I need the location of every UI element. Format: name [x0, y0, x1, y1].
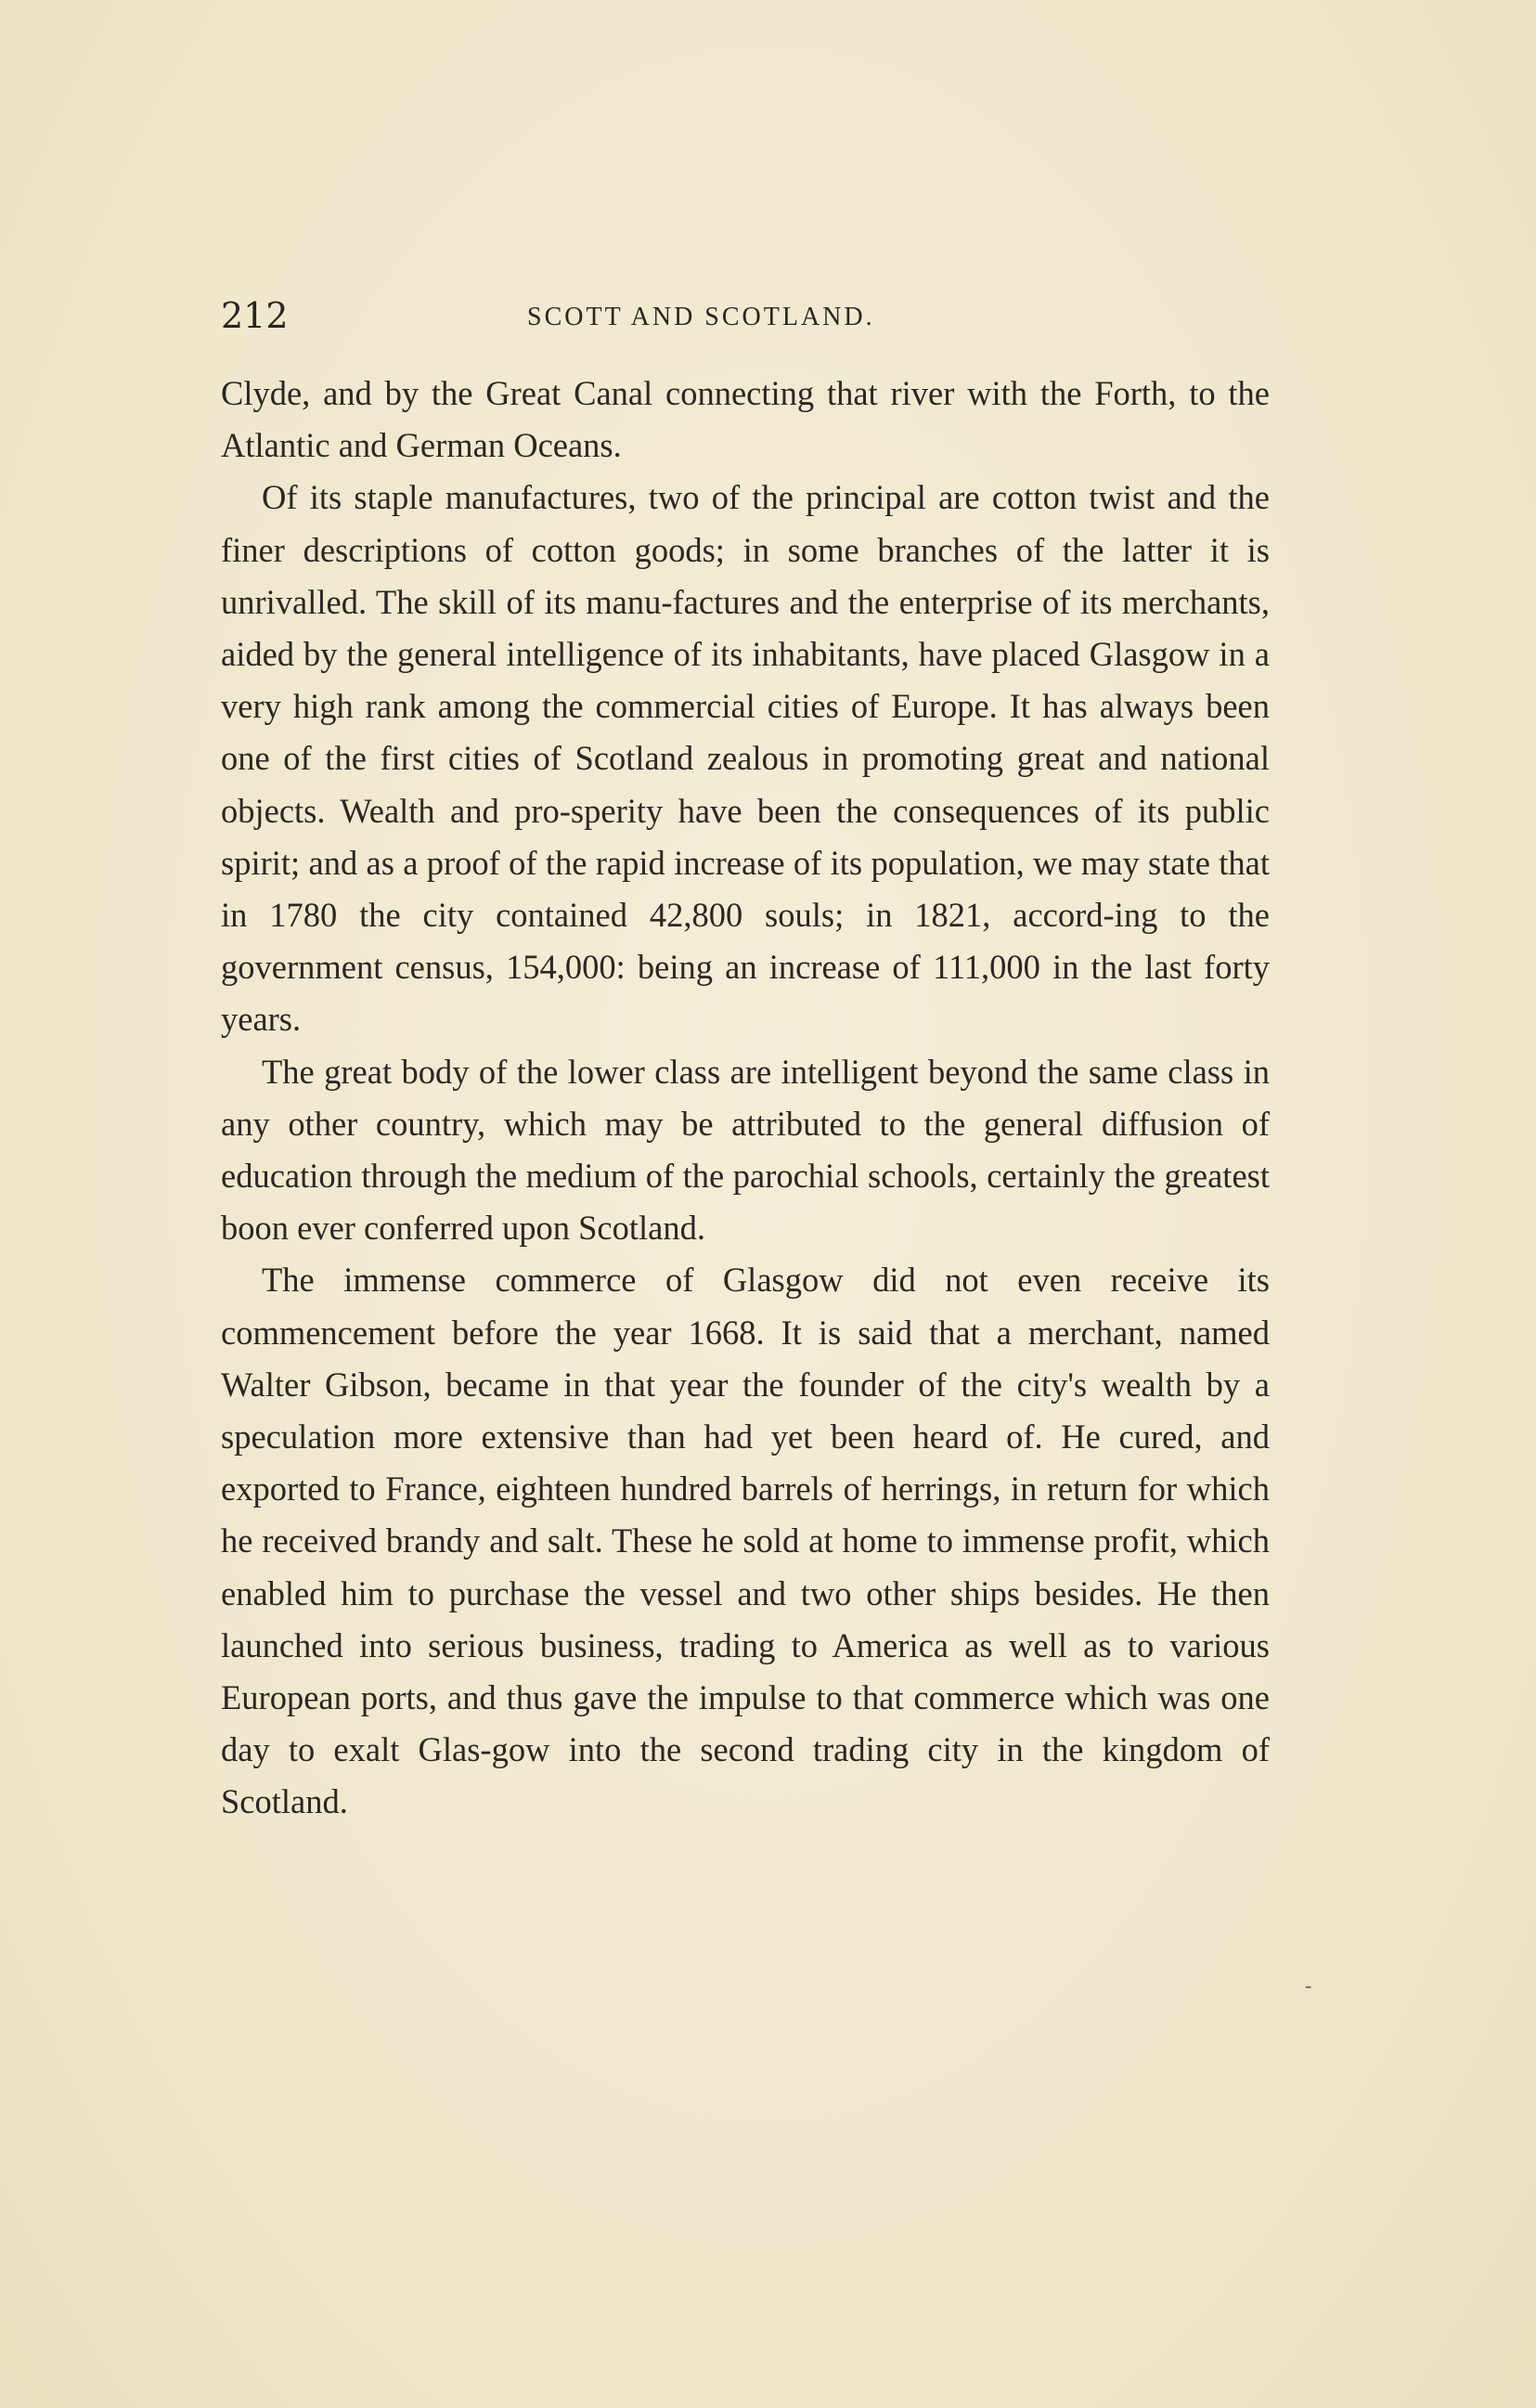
paragraph-2: Of its staple manufactures, two of the principal are cotton twist and the finer descriptions of cotton goods; in some branches of the latter it is unrivalled. The skill of its manu-factures and the enterprise of its merchants, aided by the general intelligence of its inhabitants, have placed Glasgow in a very high rank among the commercial cities of Europe. It has always been one of the first cities of Scotland zealous in promoting great and national objects. Wealth and pro-sperity have been the consequences of its public spirit; and as a proof of the rapid increase of its population, we may state that in 1780 the city contained 42,800 souls; in 1821, accord-ing to the government census, 154,000: being an increase of 111,000 in the last forty years.: [221, 478, 1270, 1039]
paragraph-3: The great body of the lower class are intelligent beyond the same class in any other country, which may be attributed to the general diffusion of education through the medium of the parochial schools, certainly the greatest boon ever conferred upon Scotland.: [221, 1052, 1270, 1248]
margin-mark: -: [1305, 1974, 1312, 1997]
body-text: [221, 368, 1270, 1829]
running-head: SCOTT AND SCOTLAND.: [527, 303, 875, 331]
page-header: [221, 295, 1270, 351]
page-number: 212: [221, 295, 289, 336]
paragraph-1: Clyde, and by the Great Canal connecting that river with the Forth, to the Atlantic and German Oceans.: [221, 374, 1270, 465]
paragraph-4: The immense commerce of Glasgow did not even receive its commencement before the year 1668. It is said that a merchant, named Walter Gibson, became in that year the founder of the city's wealth by a speculation more extensive than had yet been heard of. He cured, and exported to France, eighteen hundred barrels of herrings, in return for which he received brandy and salt. These he sold at home to immense profit, which enabled him to purchase the vessel and two other ships besides. He then launched into serious business, trading to America as well as to various European ports, and thus gave the impulse to that commerce which was one day to exalt Glas-gow into the second trading city in the kingdom of Scotland.: [221, 1261, 1270, 1821]
